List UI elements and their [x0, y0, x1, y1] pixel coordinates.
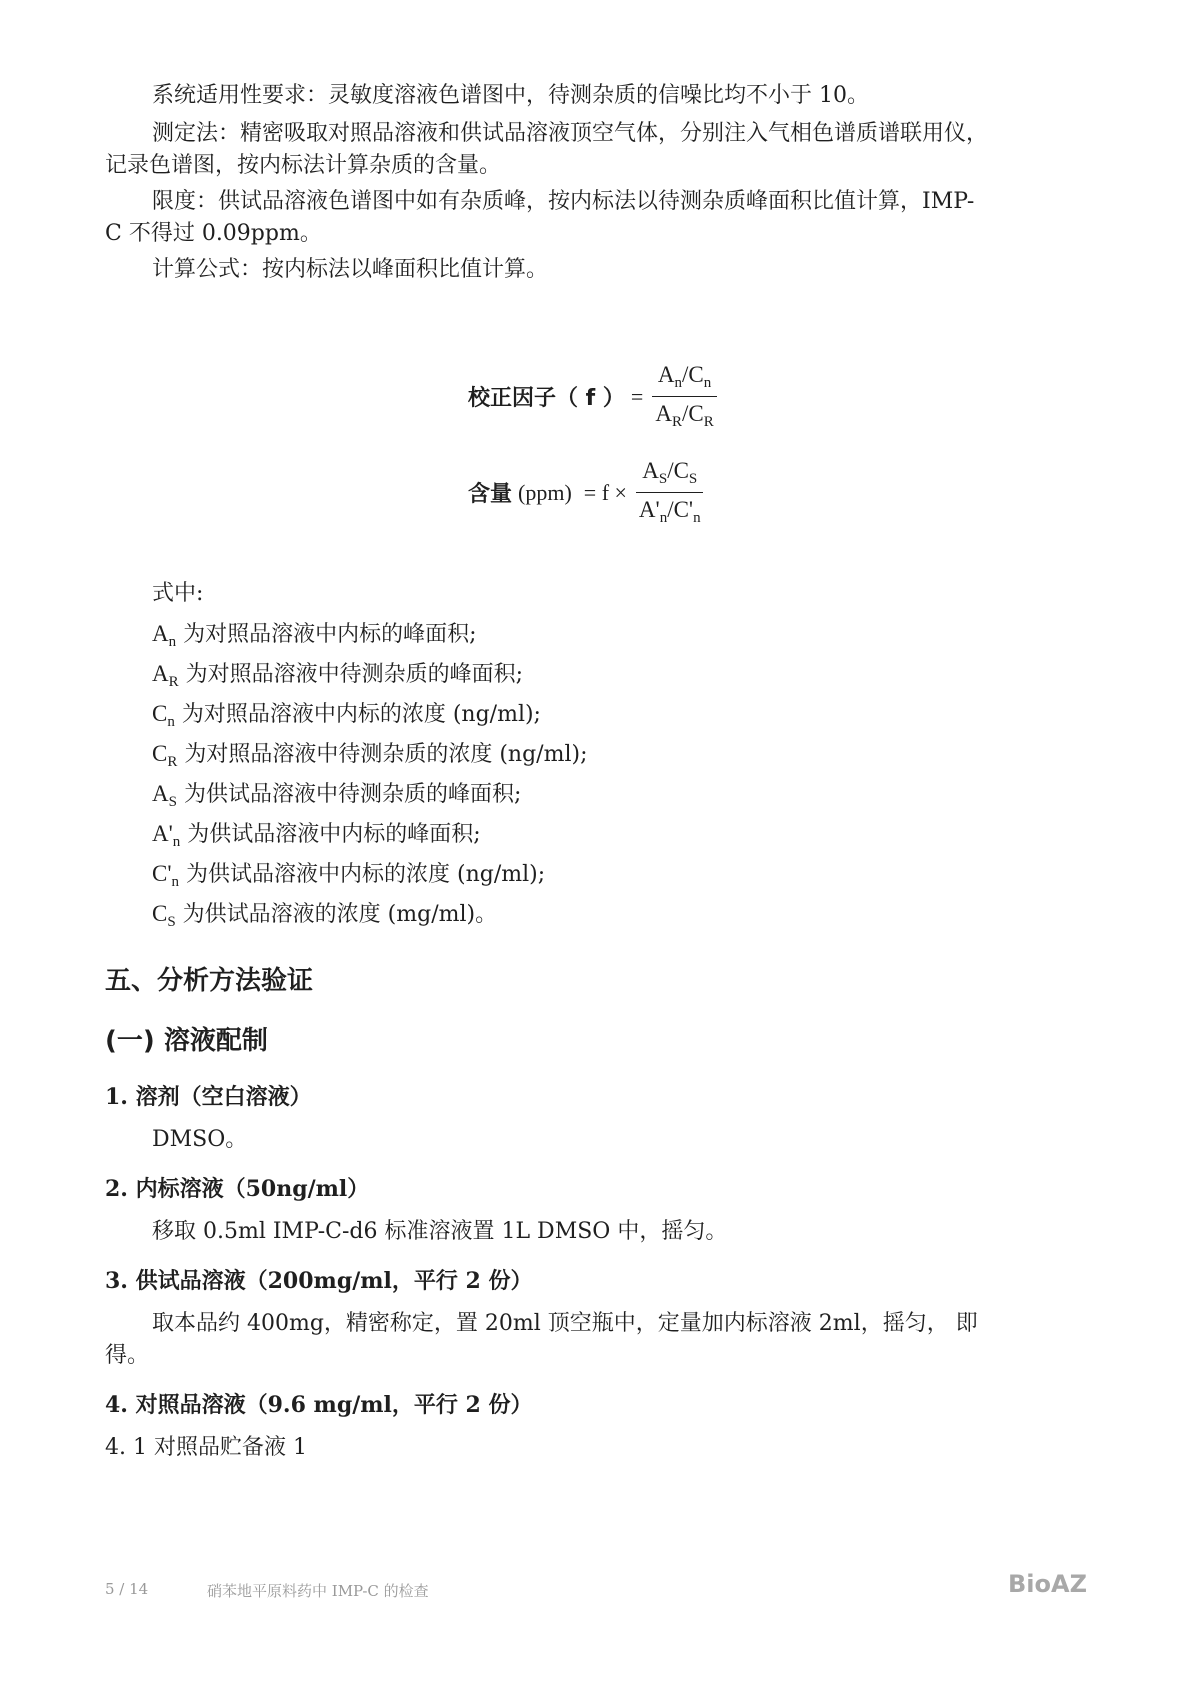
- content-fraction: [633, 458, 707, 527]
- correction-factor-label: 校正因子（ f ）: [468, 386, 625, 411]
- correction-factor-formula: [468, 362, 720, 431]
- suitability-paragraph: 系统适用性要求：灵敏度溶液色谱图中，待测杂质的信噪比均不小于 10。: [152, 83, 869, 108]
- definitions-intro: 式中:: [152, 581, 204, 606]
- correction-factor-fraction: [649, 362, 719, 431]
- item2-heading: 2. 内标溶液（50ng/ml）: [105, 1176, 370, 1202]
- item4-subheading: 4. 1 对照品贮备液 1: [105, 1435, 307, 1460]
- item3-text-line1: 取本品约 400mg，精密称定，置 20ml 顶空瓶中，定量加内标溶液 2ml，摇匀， 即: [152, 1311, 978, 1336]
- subsection-heading: (一) 溶液配制: [105, 1026, 268, 1056]
- limit-paragraph-line2: C 不得过 0.09ppm。: [105, 221, 322, 246]
- definition-item: $C_R$ 为对照品溶液中待测杂质的浓度 (ng/ml);: [152, 741, 588, 770]
- definition-item: $A_n$ 为对照品溶液中内标的峰面积;: [152, 621, 477, 650]
- definition-item: $A_S$ 为供试品溶液中待测杂质的峰面积;: [152, 781, 522, 810]
- bioaz-logo: BioAZ: [1008, 1570, 1087, 1598]
- definition-item: $C_S$ 为供试品溶液的浓度 (mg/ml)。: [152, 901, 498, 930]
- correction-factor-numerator: $A_n/C_n$: [652, 362, 717, 397]
- item2-text: 移取 0.5ml IMP-C-d6 标准溶液置 1L DMSO 中，摇匀。: [152, 1219, 728, 1244]
- correction-factor-denominator: $A_R/C_R$: [655, 401, 714, 430]
- calc-paragraph: 计算公式：按内标法以峰面积比值计算。: [152, 257, 549, 282]
- method-paragraph-line2: 记录色谱图，按内标法计算杂质的含量。: [105, 153, 502, 178]
- item1-heading: 1. 溶剂（空白溶液）: [105, 1084, 312, 1110]
- definition-item: $A'_n$ 为供试品溶液中内标的峰面积;: [152, 821, 481, 850]
- definition-item: $C_n$ 为对照品溶液中内标的浓度 (ng/ml);: [152, 701, 541, 730]
- content-formula: [468, 458, 707, 527]
- definition-item: $A_R$ 为对照品溶液中待测杂质的峰面积;: [152, 661, 524, 690]
- item3-text-line2: 得。: [105, 1343, 150, 1368]
- limit-paragraph-line1: 限度：供试品溶液色谱图中如有杂质峰，按内标法以待测杂质峰面积比值计算，IMP-: [152, 189, 975, 214]
- footer-doc-title: 硝苯地平原料药中 IMP-C 的检查: [207, 1582, 429, 1600]
- page-number: 5 / 14: [105, 1580, 149, 1598]
- content-label: 含量: [468, 482, 513, 507]
- content-equals: = f ×: [583, 479, 627, 505]
- method-paragraph-line1: 测定法：精密吸取对照品溶液和供试品溶液顶空气体，分别注入气相色谱质谱联用仪，: [152, 121, 989, 146]
- item3-heading: 3. 供试品溶液（200mg/ml，平行 2 份）: [105, 1268, 533, 1294]
- item4-heading: 4. 对照品溶液（9.6 mg/ml，平行 2 份）: [105, 1392, 533, 1418]
- item1-text: DMSO。: [152, 1127, 248, 1152]
- content-numerator: $A_S/C_S$: [636, 458, 703, 493]
- correction-factor-equals: =: [630, 383, 644, 409]
- definition-item: $C'_n$ 为供试品溶液中内标的浓度 (ng/ml);: [152, 861, 546, 890]
- section-heading: 五、分析方法验证: [105, 966, 314, 996]
- content-unit: (ppm): [518, 479, 572, 505]
- content-denominator: $A'_n/C'_n$: [638, 497, 701, 526]
